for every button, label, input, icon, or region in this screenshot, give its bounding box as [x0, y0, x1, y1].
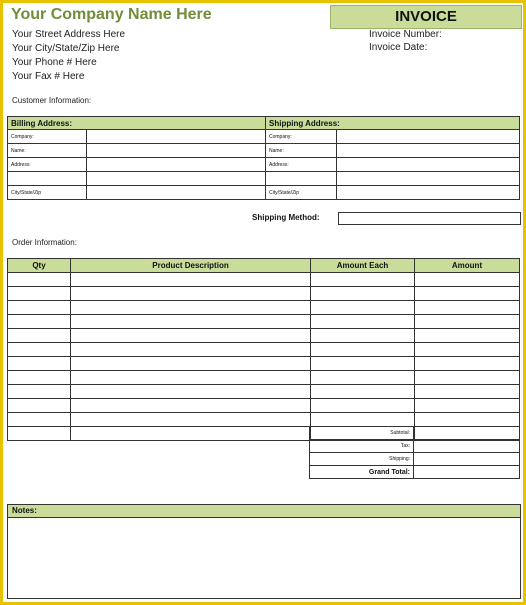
- order-row: [8, 329, 520, 343]
- qty-cell[interactable]: [8, 343, 71, 357]
- shipping-company-field[interactable]: [337, 130, 520, 144]
- company-city: Your City/State/Zip Here: [12, 43, 120, 54]
- billing-address2-label: [8, 172, 87, 186]
- shipping-name-label: Name:: [266, 144, 337, 158]
- order-row: [8, 413, 520, 427]
- description-cell[interactable]: [71, 273, 311, 287]
- billing-address-label: Address:: [8, 158, 87, 172]
- description-cell[interactable]: [71, 371, 311, 385]
- qty-cell[interactable]: [8, 399, 71, 413]
- shipping-address-field[interactable]: [337, 158, 520, 172]
- amount-each-cell[interactable]: [311, 315, 415, 329]
- shipping-method-label: Shipping Method:: [252, 213, 320, 222]
- amount-each-cell[interactable]: [311, 399, 415, 413]
- amount-each-cell[interactable]: [311, 301, 415, 315]
- description-cell[interactable]: [71, 287, 311, 301]
- amount-cell[interactable]: [415, 413, 520, 427]
- order-row: [8, 385, 520, 399]
- amount-each-cell[interactable]: [311, 413, 415, 427]
- description-cell[interactable]: [71, 427, 311, 441]
- shipping-address2-label: [266, 172, 337, 186]
- shipping-address-header: Shipping Address:: [266, 117, 520, 130]
- billing-name-field[interactable]: [87, 144, 266, 158]
- address-table: [7, 116, 520, 200]
- invoice-date-label: Invoice Date:: [369, 42, 428, 53]
- qty-cell[interactable]: [8, 413, 71, 427]
- qty-cell[interactable]: [8, 329, 71, 343]
- order-row: [8, 301, 520, 315]
- shipping-company-label: Company:: [266, 130, 337, 144]
- qty-cell[interactable]: [8, 371, 71, 385]
- tax-value[interactable]: [414, 440, 520, 453]
- qty-cell[interactable]: [8, 273, 71, 287]
- order-row: [8, 343, 520, 357]
- description-cell[interactable]: [71, 413, 311, 427]
- amount-cell[interactable]: [415, 385, 520, 399]
- billing-company-field[interactable]: [87, 130, 266, 144]
- amount-each-cell[interactable]: [311, 273, 415, 287]
- amount-each-cell[interactable]: [311, 385, 415, 399]
- shipping-name-field[interactable]: [337, 144, 520, 158]
- company-name: Your Company Name Here: [11, 6, 212, 23]
- shipping-address-label: Address:: [266, 158, 337, 172]
- grand-total-label: Grand Total:: [310, 466, 414, 479]
- customer-information-label: Customer Information:: [12, 96, 92, 105]
- qty-cell[interactable]: [8, 357, 71, 371]
- amount-column-header: Amount: [415, 259, 520, 273]
- amount-cell[interactable]: [415, 343, 520, 357]
- shipping-city-label: City/State/Zip: [266, 186, 337, 200]
- notes-header: Notes:: [8, 505, 520, 518]
- amount-cell[interactable]: [415, 371, 520, 385]
- shipping-total-value[interactable]: [414, 453, 520, 466]
- qty-cell[interactable]: [8, 427, 71, 441]
- order-row: [8, 371, 520, 385]
- description-cell[interactable]: [71, 343, 311, 357]
- description-cell[interactable]: [71, 329, 311, 343]
- grand-total-value[interactable]: [414, 466, 520, 479]
- description-cell[interactable]: [71, 315, 311, 329]
- amount-each-cell[interactable]: [311, 287, 415, 301]
- amount-cell[interactable]: [415, 287, 520, 301]
- subtotal-label: Subtotal:: [310, 427, 414, 440]
- amount-cell[interactable]: [415, 273, 520, 287]
- qty-cell[interactable]: [8, 385, 71, 399]
- amount-cell[interactable]: [415, 301, 520, 315]
- billing-company-label: Company:: [8, 130, 87, 144]
- description-cell[interactable]: [71, 385, 311, 399]
- amount-each-cell[interactable]: [311, 357, 415, 371]
- company-phone: Your Phone # Here: [12, 57, 97, 68]
- qty-cell[interactable]: [8, 287, 71, 301]
- qty-cell[interactable]: [8, 301, 71, 315]
- billing-city-label: City/State/Zip: [8, 186, 87, 200]
- shipping-city-field[interactable]: [337, 186, 520, 200]
- invoice-title: INVOICE: [330, 5, 522, 29]
- order-row: [8, 273, 520, 287]
- amount-each-column-header: Amount Each: [311, 259, 415, 273]
- tax-label: Tax:: [310, 440, 414, 453]
- billing-address2-field[interactable]: [87, 172, 266, 186]
- shipping-total-label: Shipping:: [310, 453, 414, 466]
- totals-table: [309, 426, 520, 479]
- qty-cell[interactable]: [8, 315, 71, 329]
- notes-box[interactable]: [7, 504, 521, 599]
- billing-address-header: Billing Address:: [8, 117, 266, 130]
- amount-each-cell[interactable]: [311, 343, 415, 357]
- amount-cell[interactable]: [415, 329, 520, 343]
- amount-each-cell[interactable]: [311, 329, 415, 343]
- description-cell[interactable]: [71, 301, 311, 315]
- amount-cell[interactable]: [415, 315, 520, 329]
- billing-address-field[interactable]: [87, 158, 266, 172]
- order-row: [8, 315, 520, 329]
- invoice-number-label: Invoice Number:: [369, 29, 442, 40]
- billing-city-field[interactable]: [87, 186, 266, 200]
- company-street: Your Street Address Here: [12, 29, 126, 40]
- order-row: [8, 287, 520, 301]
- shipping-address2-field[interactable]: [337, 172, 520, 186]
- subtotal-value[interactable]: [414, 427, 520, 440]
- amount-cell[interactable]: [415, 399, 520, 413]
- description-column-header: Product Description: [71, 259, 311, 273]
- description-cell[interactable]: [71, 399, 311, 413]
- order-row: [8, 357, 520, 371]
- billing-name-label: Name:: [8, 144, 87, 158]
- order-table: [7, 258, 520, 441]
- description-cell[interactable]: [71, 357, 311, 371]
- shipping-method-field[interactable]: [338, 212, 521, 225]
- company-fax: Your Fax # Here: [12, 71, 85, 82]
- qty-column-header: Qty: [8, 259, 71, 273]
- order-row: [8, 399, 520, 413]
- order-information-label: Order Information:: [12, 238, 77, 247]
- amount-each-cell[interactable]: [311, 371, 415, 385]
- amount-cell[interactable]: [415, 357, 520, 371]
